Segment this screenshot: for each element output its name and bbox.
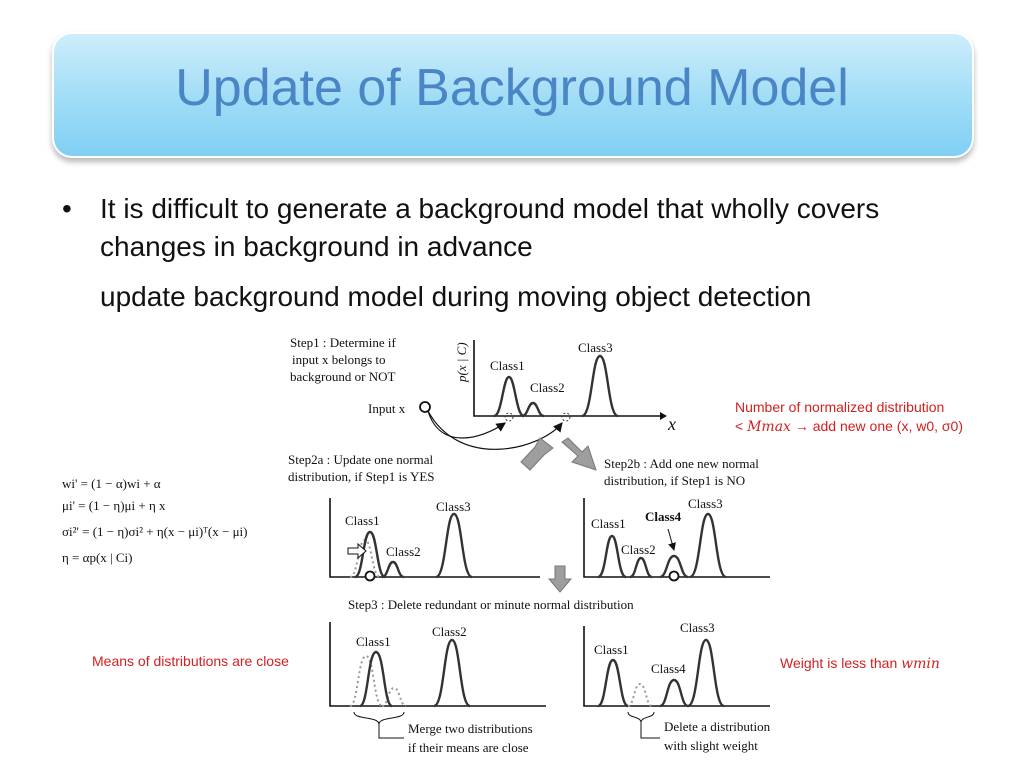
input-point	[420, 402, 430, 412]
mmax-variable: Mmax	[747, 419, 791, 435]
x-axis-label: x	[668, 414, 676, 434]
top-class1-label: Class1	[490, 358, 525, 373]
step2a-line2: distribution, if Step1 is YES	[288, 469, 435, 484]
top-class3-label: Class3	[578, 340, 613, 355]
step1-line3: background or NOT	[290, 369, 396, 384]
curve-class2	[522, 403, 544, 416]
step2b-line1: Step2b : Add one new normal	[604, 456, 759, 471]
step3-text: Step3 : Delete redundant or minute normal distribution	[348, 597, 634, 612]
step1-line1: Step1 : Determine if	[290, 335, 396, 350]
new-distribution-note-line2: < Mmax → add new one (x, w0, σ0)	[735, 418, 963, 435]
merge-note-line1: Merge two distributions	[408, 721, 533, 736]
step2b-line2: distribution, if Step1 is NO	[604, 473, 746, 488]
s2b-class2-label: Class2	[621, 542, 656, 557]
arrow-to-step2b-icon	[562, 438, 596, 470]
top-class2-label: Class2	[530, 380, 565, 395]
step3-delete-plot	[584, 620, 771, 753]
arrow-to-step3-icon	[549, 566, 571, 592]
s3r-class1-label: Class1	[594, 642, 629, 657]
slide-title: Update of Background Model	[175, 59, 849, 117]
delete-note-line1: Delete a distribution	[664, 719, 771, 734]
formula-weight: wi' = (1 − α)wi + α	[62, 476, 161, 491]
curve-class3	[582, 356, 618, 416]
s2b-class3-label: Class3	[688, 496, 723, 511]
curve-class1	[494, 377, 524, 416]
step3-merge-plot	[330, 622, 546, 755]
merge-note-line2: if their means are close	[408, 740, 529, 755]
s3r-class4-label: Class4	[651, 661, 686, 676]
formula-eta: η = αp(x | Ci)	[62, 550, 133, 565]
formula-mean: μi' = (1 − η)μi + η x	[62, 498, 166, 513]
delete-note-line2: with slight weight	[664, 738, 758, 753]
s3l-class1-label: Class1	[356, 634, 391, 649]
formula-variance: σi²' = (1 − η)σi² + η(x − μi)ᵀ(x − μi)	[62, 524, 248, 539]
step2a-line1: Step2a : Update one normal	[288, 452, 434, 467]
step2a-plot	[330, 498, 540, 581]
s2a-class3-label: Class3	[436, 499, 471, 514]
arrow-to-step2a-icon	[521, 438, 553, 470]
step1-plot	[454, 340, 676, 434]
weight-note: Weight is less than wmin	[780, 655, 940, 672]
conclusion-text: update background model during moving object detection	[100, 281, 812, 312]
bullet-text: It is difficult to generate a background model that wholly covers changes in background in advance	[100, 193, 880, 262]
s2b-class1-label: Class1	[591, 516, 626, 531]
input-x-label: Input x	[368, 401, 406, 416]
s2a-class2-label: Class2	[386, 544, 421, 559]
s2a-class1-label: Class1	[345, 513, 380, 528]
s2b-class4-label: Class4	[645, 509, 682, 524]
new-distribution-note-line1: Number of normalized distribution	[735, 399, 945, 415]
s3r-class3-label: Class3	[680, 620, 715, 635]
s3l-class2-label: Class2	[432, 624, 467, 639]
bullet-dot: •	[62, 193, 72, 224]
p-axis-label: p(x | C)	[454, 342, 469, 382]
close-means-note: Means of distributions are close	[92, 653, 289, 669]
wmin-variable: wmin	[901, 656, 940, 672]
step1-line2: input x belongs to	[292, 352, 386, 367]
step2b-plot	[584, 496, 770, 581]
